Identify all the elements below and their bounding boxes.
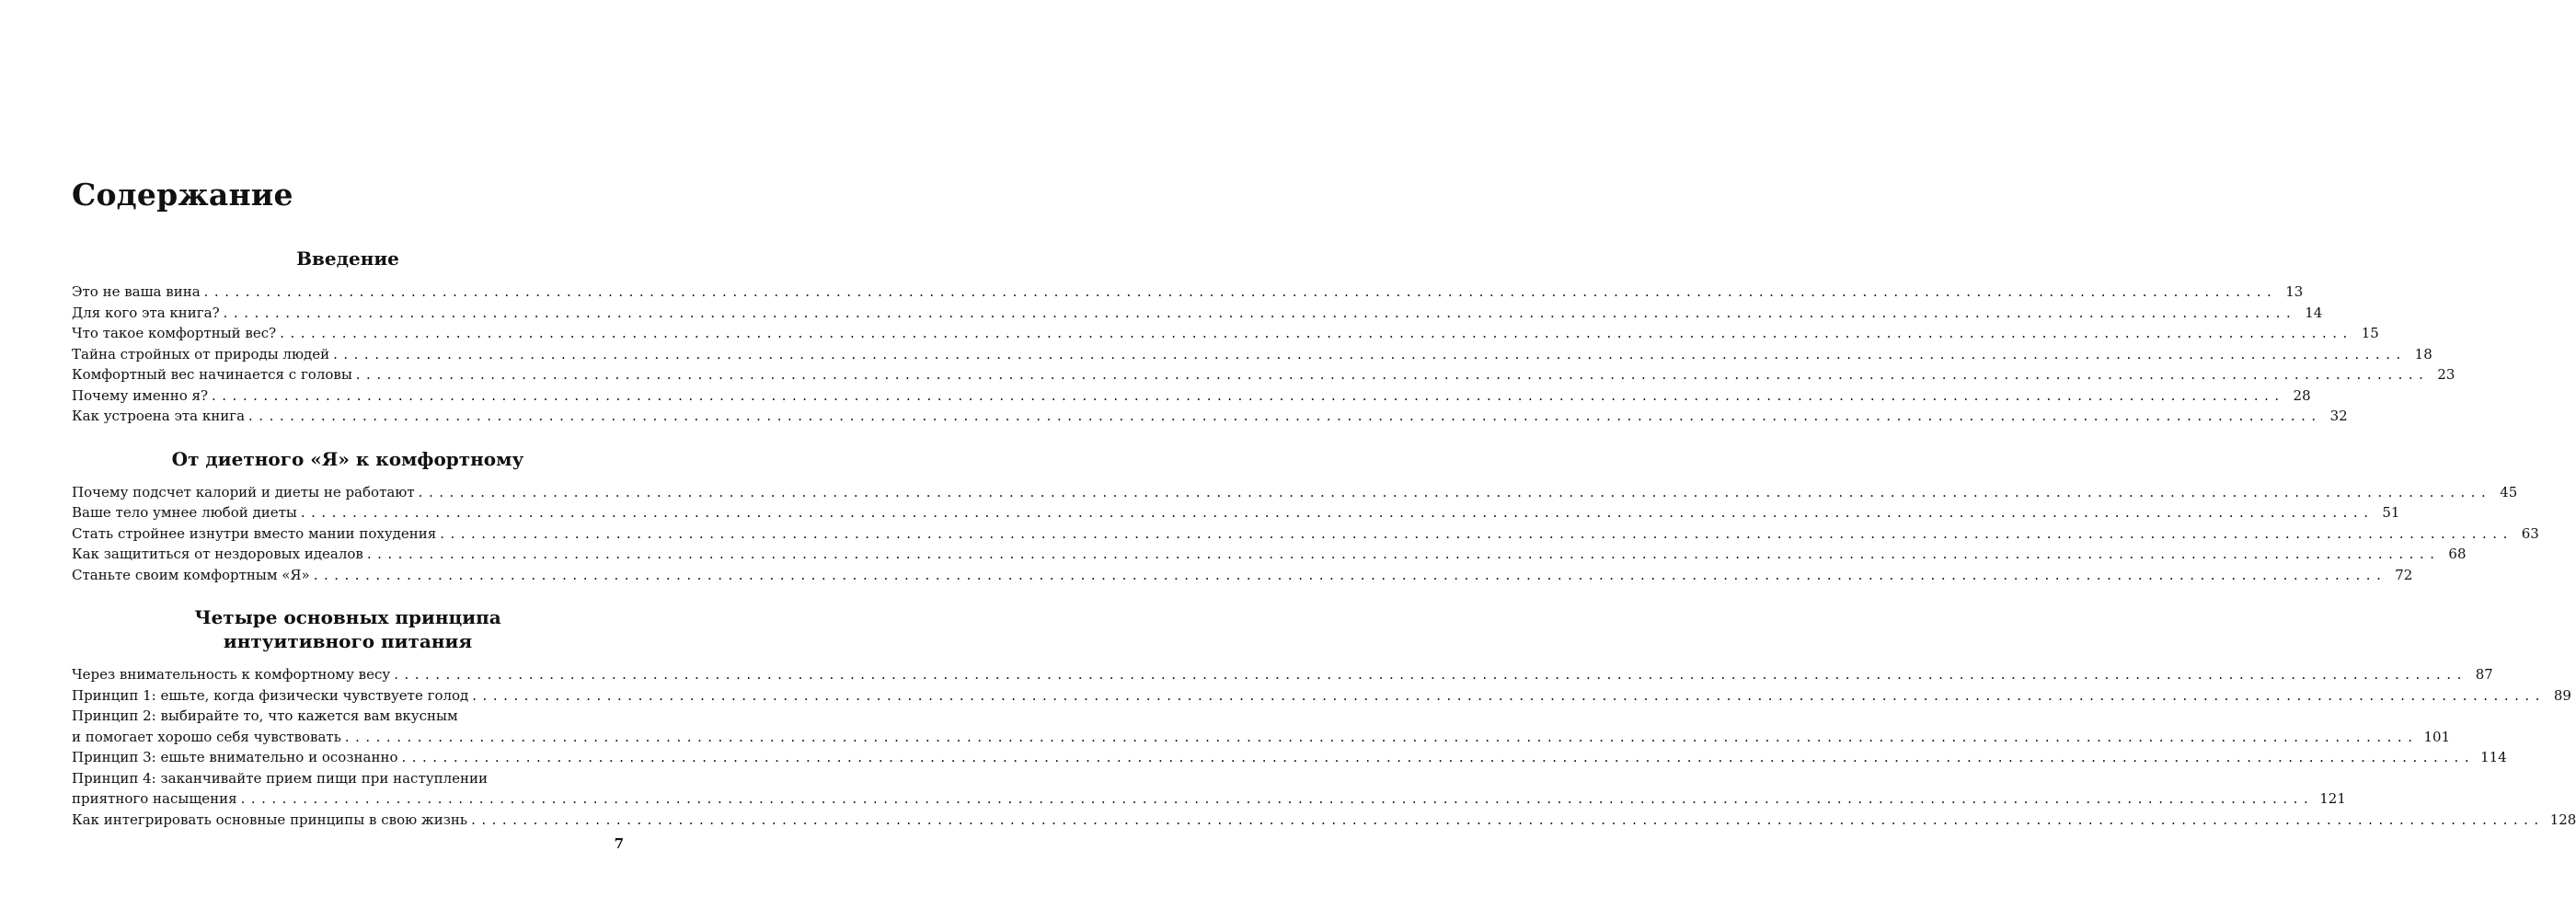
dot-leader: ........................................................................................................................................................................................................ bbox=[300, 504, 2375, 521]
toc-page-number: 15 bbox=[2361, 325, 2379, 341]
toc-entry-title: Стать стройнее изнутри вместо мании похудения bbox=[72, 524, 437, 542]
toc-entry bbox=[72, 768, 2346, 810]
toc-entry-title: Почему подсчет калорий и диеты не работают bbox=[72, 483, 415, 500]
toc-entry bbox=[72, 303, 2323, 324]
toc-title: Содержание bbox=[72, 177, 293, 213]
toc-page-number: 13 bbox=[2285, 283, 2304, 300]
toc-entry-title: Станьте своим комфортным «Я» bbox=[72, 566, 310, 583]
section-heading-line: интуитивного питания bbox=[223, 630, 473, 652]
toc-entry bbox=[72, 385, 2311, 407]
section-heading-line: От диетного «Я» к комфортному bbox=[171, 447, 524, 470]
toc-entry bbox=[72, 544, 2467, 565]
toc-page-number: 63 bbox=[2521, 524, 2539, 542]
toc-entry-title: Как устроена эта книга bbox=[72, 408, 246, 424]
toc-page-number: 14 bbox=[2305, 304, 2323, 321]
toc-page-number: 68 bbox=[2448, 546, 2467, 562]
toc-entry-title: Принцип 3: ешьте внимательно и осознанно bbox=[72, 749, 398, 765]
toc-entry bbox=[72, 664, 2493, 685]
toc-entry bbox=[72, 810, 2576, 831]
dot-leader: ........................................................................................................................................................................................................ bbox=[212, 386, 2285, 404]
dot-leader: ........................................................................................................................................................................................................ bbox=[418, 483, 2492, 500]
toc-entry-title: приятного насыщения bbox=[72, 790, 237, 807]
dot-leader: ........................................................................................................................................................................................................ bbox=[344, 728, 2419, 745]
toc-entry-title: Это не ваша вина bbox=[72, 283, 201, 300]
toc-page-number: 128 bbox=[2549, 811, 2576, 828]
toc-page-number: 89 bbox=[2553, 686, 2571, 704]
dot-leader: ........................................................................................................................................................................................................ bbox=[355, 366, 2430, 383]
dot-leader: ........................................................................................................................................................................................................ bbox=[440, 524, 2513, 542]
dot-leader: ........................................................................................................................................................................................................ bbox=[280, 325, 2353, 341]
dot-leader: ........................................................................................................................................................................................................ bbox=[240, 790, 2315, 807]
toc-entry-title: Что такое комфортный вес? bbox=[72, 325, 277, 341]
toc-entry bbox=[72, 282, 2304, 303]
section-heading-line: Введение bbox=[296, 247, 399, 270]
dot-leader: ........................................................................................................................................................................................................ bbox=[471, 811, 2545, 828]
toc-entry-title: Как защититься от нездоровых идеалов bbox=[72, 546, 363, 562]
toc-entry-title: Для кого эта книга? bbox=[72, 304, 220, 321]
dot-leader: ........................................................................................................................................................................................................ bbox=[333, 345, 2407, 362]
toc-entry bbox=[72, 523, 2539, 545]
toc-page-number: 45 bbox=[2500, 483, 2518, 500]
toc-entry-title: Тайна стройных от природы людей bbox=[72, 345, 330, 362]
toc-entry bbox=[72, 502, 2400, 523]
toc-entry bbox=[72, 344, 2432, 365]
toc-page-number: 87 bbox=[2475, 666, 2493, 683]
toc-section bbox=[72, 605, 2576, 830]
toc-entry bbox=[72, 364, 2455, 385]
toc-entry-title: Ваше тело умнее любой диеты bbox=[72, 504, 297, 521]
toc-entry-title: Принцип 2: выбирайте то, что кажется вам вкусным bbox=[72, 707, 458, 724]
toc-entry bbox=[72, 323, 2379, 344]
dot-leader: ........................................................................................................................................................................................................ bbox=[366, 546, 2441, 562]
toc-page-number: 23 bbox=[2437, 366, 2455, 383]
toc-page-number: 28 bbox=[2293, 386, 2311, 404]
dot-leader: ........................................................................................................................................................................................................ bbox=[203, 283, 2278, 300]
section-heading bbox=[72, 447, 624, 471]
toc-entry bbox=[72, 685, 2571, 707]
toc-page-number: 18 bbox=[2414, 345, 2432, 362]
toc-entry-title: Принцип 4: заканчивайте прием пищи при наступлении bbox=[72, 769, 488, 787]
toc-page-number: 32 bbox=[2329, 408, 2348, 424]
section-heading bbox=[72, 247, 624, 270]
dot-leader: ........................................................................................................................................................................................................ bbox=[401, 749, 2476, 765]
toc-section bbox=[72, 247, 2455, 427]
toc-page-number: 101 bbox=[2423, 728, 2451, 745]
toc-entry-title: Через внимательность к комфортному весу bbox=[72, 666, 391, 683]
toc-entry-title: Принцип 1: ешьте, когда физически чувствуете голод bbox=[72, 686, 469, 704]
page-number: 7 bbox=[614, 835, 624, 852]
toc-entry bbox=[72, 565, 2413, 586]
toc-entry-title: Как интегрировать основные принципы в свою жизнь bbox=[72, 811, 468, 828]
dot-leader: ........................................................................................................................................................................................................ bbox=[313, 566, 2387, 583]
dot-leader: ........................................................................................................................................................................................................ bbox=[248, 408, 2322, 424]
toc-entry bbox=[72, 706, 2451, 747]
dot-leader: ........................................................................................................................................................................................................ bbox=[472, 686, 2546, 704]
table-of-contents bbox=[72, 247, 2576, 830]
toc-page-number: 51 bbox=[2382, 504, 2400, 521]
toc-section bbox=[72, 447, 2539, 586]
dot-leader: ........................................................................................................................................................................................................ bbox=[394, 666, 2467, 683]
toc-page-number: 121 bbox=[2319, 790, 2346, 807]
toc-page-number: 114 bbox=[2480, 749, 2507, 765]
toc-entry bbox=[72, 482, 2518, 503]
toc-entry-title: и помогает хорошо себя чувствовать bbox=[72, 728, 341, 745]
toc-entry-title: Почему именно я? bbox=[72, 386, 209, 404]
section-heading bbox=[72, 605, 624, 653]
toc-entry bbox=[72, 406, 2348, 427]
toc-entry-title: Комфортный вес начинается с головы bbox=[72, 366, 352, 383]
dot-leader: ........................................................................................................................................................................................................ bbox=[223, 304, 2297, 321]
toc-page-number: 72 bbox=[2395, 566, 2413, 583]
toc-entry bbox=[72, 747, 2507, 768]
section-heading-line: Четыре основных принципа bbox=[194, 606, 501, 628]
